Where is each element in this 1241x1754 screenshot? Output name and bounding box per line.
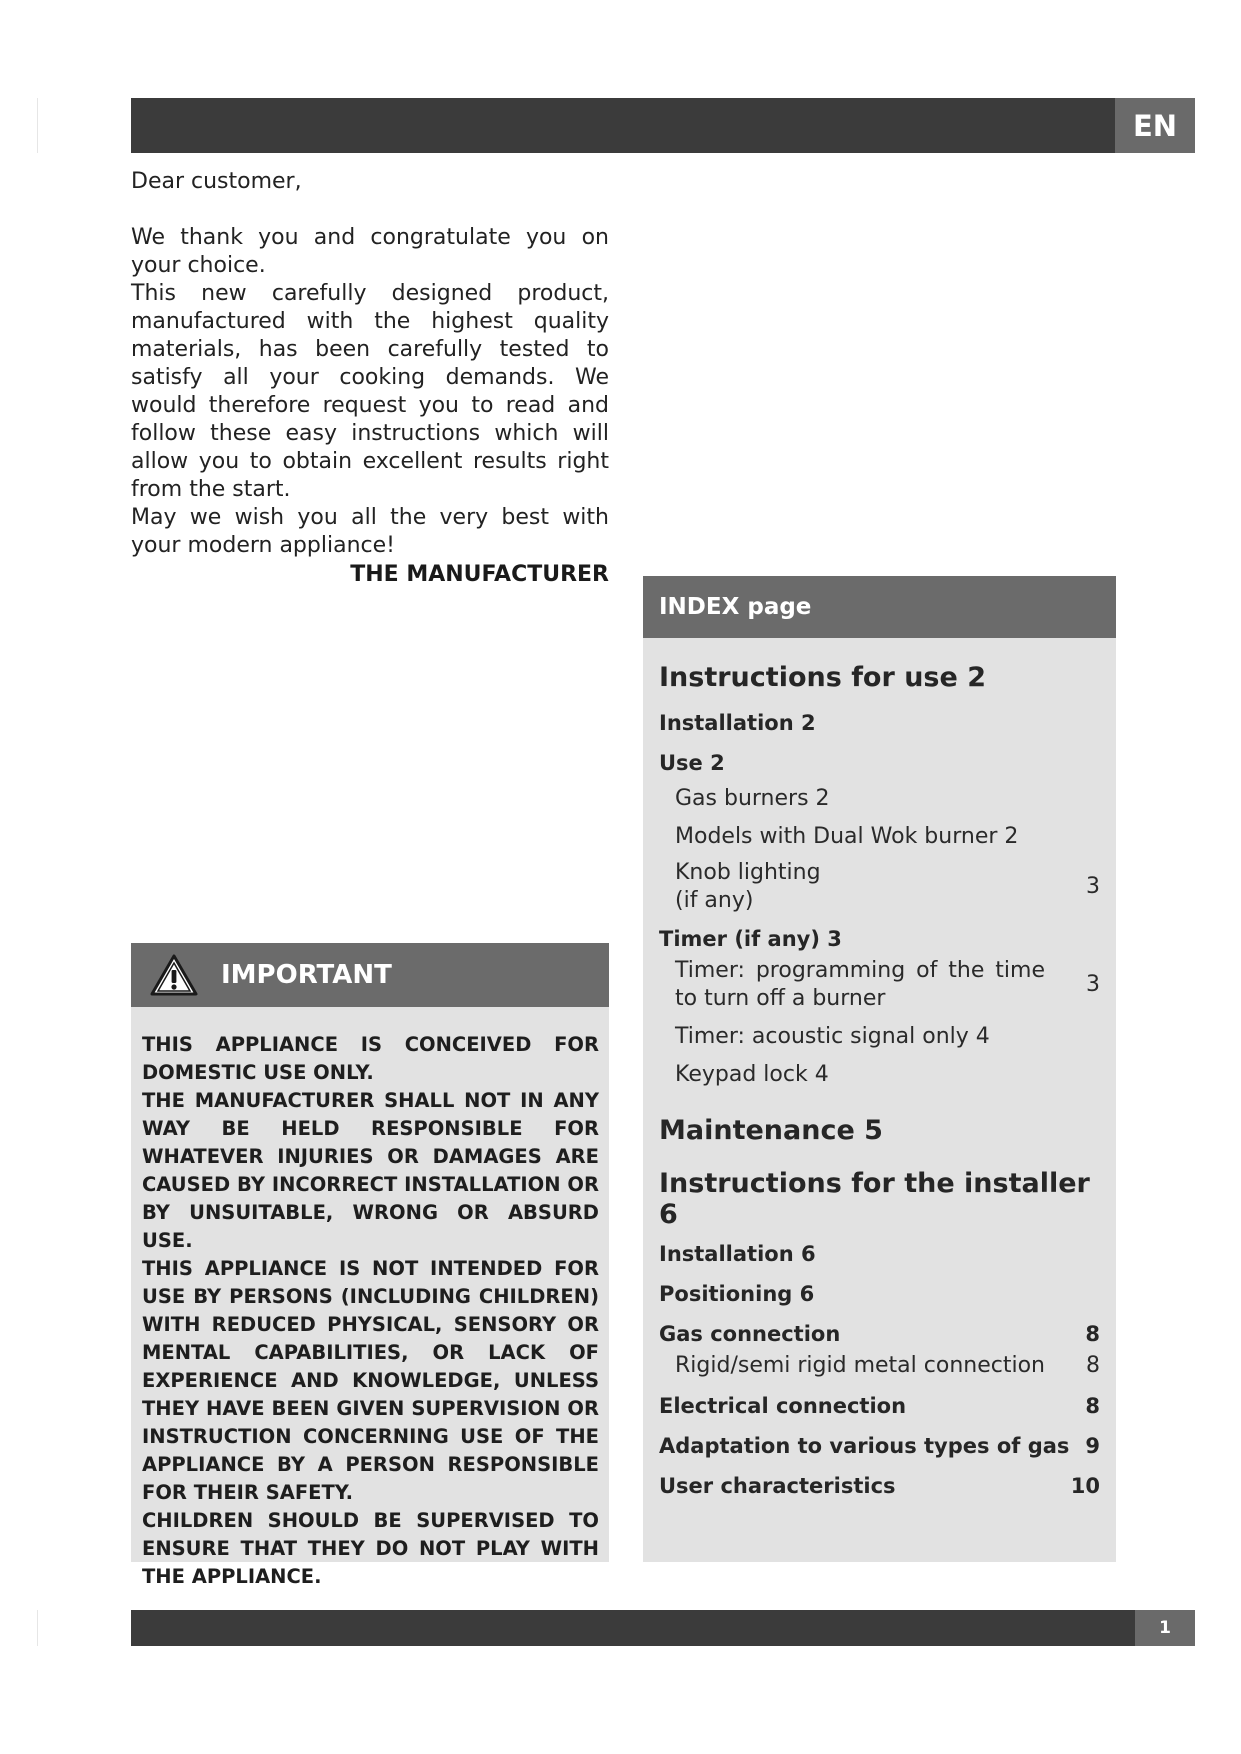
index-entry-keypad-lock[interactable]: Keypad lock 4 (675, 1062, 829, 1087)
index-entry-use[interactable]: Use 2 (659, 751, 725, 775)
index-entry-gas-burners[interactable]: Gas burners 2 (675, 786, 830, 811)
index-entry-electrical-connection[interactable]: Electrical connection 8 (659, 1394, 1100, 1418)
index-entry-adaptation-gas[interactable]: Adaptation to various types of gas 9 (659, 1434, 1100, 1458)
index-entry-rigid-metal-connection[interactable]: Rigid/semi rigid metal connection 8 (675, 1353, 1100, 1378)
letter (131, 168, 609, 560)
index-page-number: 8 (1086, 1353, 1100, 1378)
index-page-number: 3 (1086, 874, 1100, 899)
index-entry-positioning[interactable]: Positioning 6 (659, 1282, 815, 1306)
important-paragraph-1: THIS APPLIANCE IS CONCEIVED FOR DOMESTIC USE ONLY. (142, 1033, 599, 1084)
index-entry-maintenance[interactable]: Maintenance 5 (659, 1115, 883, 1146)
index-entry-installation-6[interactable]: Installation 6 (659, 1242, 816, 1266)
important-header (131, 943, 609, 1007)
index-entry-acoustic-signal[interactable]: Timer: acoustic signal only 4 (675, 1024, 990, 1049)
important-box (131, 943, 609, 1588)
footer-bar (131, 1610, 1135, 1646)
edge-mark-top (37, 98, 38, 153)
index-box (643, 576, 1116, 1562)
index-page-number: 10 (1070, 1474, 1100, 1498)
important-paragraph-2: THE MANUFACTURER SHALL NOT IN ANY WAY BE HELD RESPONSIBLE FOR WHATEVER INJURIES OR DAMAGES ARE CAUSED BY INCORRECT INSTALLATION OR BY UNSUITABLE, WRONG OR ABSURD USE. (142, 1089, 599, 1252)
letter-paragraph-3: May we wish you all the very best with your modern appliance! (131, 505, 609, 558)
edge-mark-bottom (37, 1610, 38, 1646)
important-body (131, 1007, 609, 1591)
index-entry-gas-connection[interactable]: Gas connection 8 (659, 1322, 1100, 1346)
index-entry-user-characteristics[interactable]: User characteristics 10 (659, 1474, 1100, 1498)
letter-paragraph-1: We thank you and congratulate you on your choice. (131, 225, 609, 278)
important-paragraph-4: CHILDREN SHOULD BE SUPERVISED TO ENSURE THAT THEY DO NOT PLAY WITH THE APPLIANCE. (142, 1509, 599, 1588)
index-title: INDEX page (643, 576, 1116, 638)
important-title: IMPORTANT (221, 960, 392, 990)
warning-triangle-icon (149, 953, 199, 997)
important-paragraph-3: THIS APPLIANCE IS NOT INTENDED FOR USE BY PERSONS (INCLUDING CHILDREN) WITH REDUCED PHYSICAL, SENSORY OR MENTAL CAPABILITIES, OR LACK OF EXPERIENCE AND KNOWLEDGE, UNLESS THEY HAVE BEEN GIVEN SUPERVISION OR INSTRUCTION CONCERNING USE OF THE APPLIANCE BY A PERSON RESPONSIBLE FOR THEIR SAFETY. (142, 1257, 599, 1504)
index-entry-instructions-for-use[interactable]: Instructions for use 2 (659, 662, 986, 693)
index-entry-timer[interactable]: Timer (if any) 3 (659, 927, 842, 951)
signature: THE MANUFACTURER (350, 562, 609, 587)
index-entry-timer-programming[interactable]: Timer: programming of the time to turn off a burner 3 (675, 958, 1100, 1011)
page-number: 1 (1135, 1610, 1195, 1646)
header-bar (131, 98, 1115, 153)
index-entry-instructions-for-installer[interactable]: Instructions for the installer 6 (659, 1168, 1090, 1230)
index-entry-dual-wok[interactable]: Models with Dual Wok burner 2 (675, 824, 1019, 849)
index-entry-knob-lighting[interactable]: Knob lighting (if any) 3 (675, 860, 1100, 913)
index-page-number: 8 (1085, 1394, 1100, 1418)
letter-paragraph-2: This new carefully designed product, manufactured with the highest quality materials, has been carefully tested to satisfy all your cooking demands. We would therefore request you to read and follow these easy instructions which will allow you to obtain excellent results right from the start. (131, 281, 609, 502)
index-entry-installation[interactable]: Installation 2 (659, 711, 816, 735)
index-list (643, 662, 1116, 1498)
index-page-number: 3 (1086, 972, 1100, 997)
language-badge: EN (1115, 98, 1195, 153)
index-page-number: 8 (1085, 1322, 1100, 1346)
salutation: Dear customer, (131, 169, 302, 194)
index-page-number: 9 (1085, 1434, 1100, 1458)
